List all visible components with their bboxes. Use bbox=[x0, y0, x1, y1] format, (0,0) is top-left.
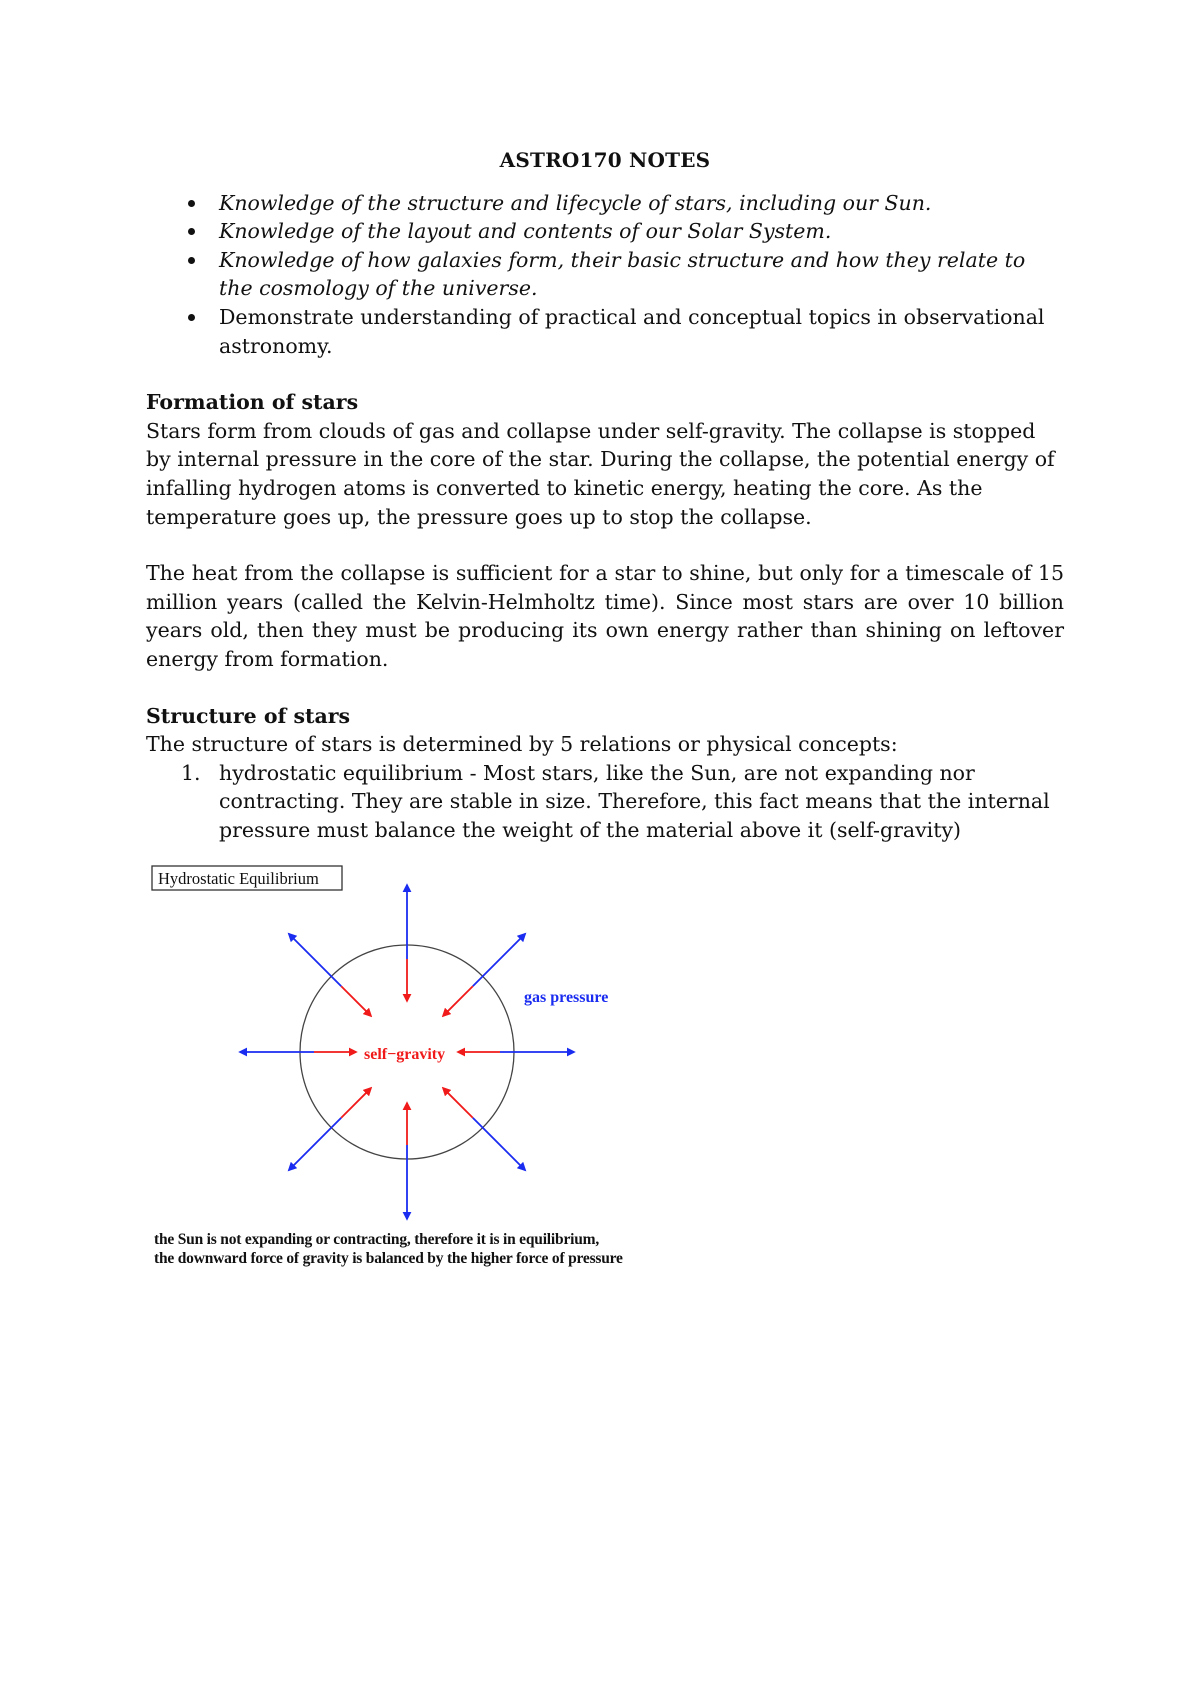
bullet-icon bbox=[188, 314, 195, 321]
pressure-arrow-down-right bbox=[473, 1118, 525, 1170]
gravity-arrow-up-right bbox=[443, 986, 473, 1016]
caption-line: the downward force of gravity is balanced by the higher force of pressure bbox=[154, 1250, 623, 1267]
gravity-arrow-down-left bbox=[341, 1088, 371, 1118]
list-item-text: Demonstrate understanding of practical and conceptual topics in observational astronomy. bbox=[219, 304, 1045, 358]
pressure-arrow-up-right bbox=[473, 934, 525, 986]
pressure-arrow-up-left bbox=[289, 934, 341, 986]
gravity-arrow-down-right bbox=[443, 1088, 473, 1118]
gas-pressure-label: gas pressure bbox=[524, 989, 609, 1006]
list-item bbox=[146, 189, 1064, 218]
pressure-arrow-down-left bbox=[289, 1118, 341, 1170]
list-item bbox=[146, 217, 1064, 246]
list-item-text: hydrostatic equilibrium - Most stars, like the Sun, are not expanding nor contracting. They are stable in size. Therefore, this fact means that the internal pressure must balance the weight of the material above it (self-gravity) bbox=[219, 760, 1050, 842]
document-title: ASTRO170 NOTES bbox=[499, 148, 711, 172]
self-gravity-label: self−gravity bbox=[364, 1046, 446, 1063]
hydrostatic-diagram bbox=[146, 858, 746, 1228]
figure-caption bbox=[154, 1230, 623, 1268]
structure-heading: Structure of stars bbox=[146, 703, 351, 728]
hydrostatic-equilibrium-figure bbox=[146, 858, 746, 1278]
list-item-number: 1. bbox=[181, 760, 201, 785]
gravity-arrow-up-left bbox=[341, 986, 371, 1016]
bullet-icon bbox=[188, 200, 195, 207]
bullet-icon bbox=[188, 228, 195, 235]
relations-list bbox=[146, 759, 1064, 845]
list-item-text: Knowledge of the structure and lifecycle of stars, including our Sun. bbox=[219, 190, 932, 215]
caption-line: the Sun is not expanding or contracting, therefore it is in equilibrium, bbox=[154, 1231, 600, 1248]
list-item-text: Knowledge of how galaxies form, their basic structure and how they relate to the cosmology of the universe. bbox=[219, 247, 1026, 301]
formation-heading: Formation of stars bbox=[146, 390, 359, 415]
list-item bbox=[146, 759, 1064, 845]
list-item bbox=[146, 303, 1064, 360]
document-page bbox=[146, 146, 1064, 844]
list-item bbox=[146, 246, 1064, 303]
structure-intro: The structure of stars is determined by 5 relations or physical concepts: bbox=[146, 732, 898, 757]
formation-paragraph: Stars form from clouds of gas and collapse under self-gravity. The collapse is stopped by internal pressure in the core of the star. During the collapse, the potential energy of infalling hydrogen atoms is converted to kinetic energy, heating the core. As the temperature goes up, the pressure goes up to stop the collapse. bbox=[146, 418, 1055, 529]
bullet-icon bbox=[188, 257, 195, 264]
learning-objectives-list bbox=[146, 189, 1064, 361]
list-item-text: Knowledge of the layout and contents of our Solar System. bbox=[219, 219, 832, 244]
formation-paragraph: The heat from the collapse is sufficient for a star to shine, but only for a timescale of 15 million years (called the Kelvin-Helmholtz time). Since most stars are over 10 billion years old, then they must be producing its own energy rather than shining on leftover energy from formation. bbox=[146, 561, 1064, 671]
figure-title: Hydrostatic Equilibrium bbox=[158, 869, 319, 888]
